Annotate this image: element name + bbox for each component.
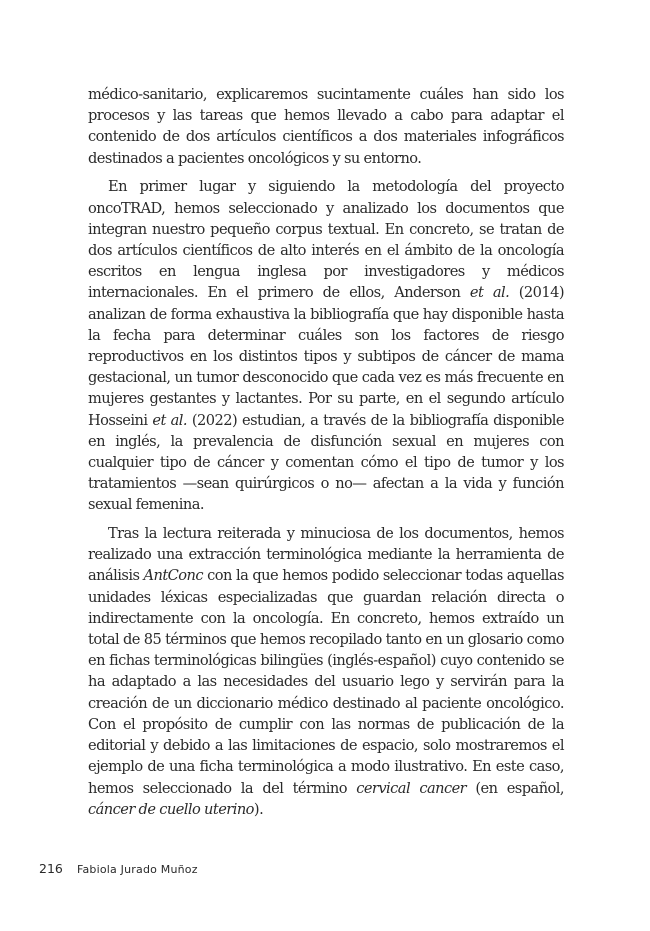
text-run: En primer lugar y siguiendo la metodología del proyecto oncoTRAD, hemos seleccionado y analizado los documentos que integran nuestro pequeño corpus textual. En concreto, se tratan de dos artículos científicos de alto interés en el ámbito de la oncología escritos en lengua inglesa por investigadores y médicos internacionales. En el primero de ellos, Anderson: [88, 178, 564, 302]
text-run: (2014) analizan de forma exhaustiva la bibliografía que hay disponible hasta la fecha para determinar cuáles son los factores de riesgo reproductivos en los distintos tipos y subtipos de cáncer de mama gestacional, un tumor desconocido que cada vez es más frecuente en mujeres gestantes y lactantes. Por su parte, en el segundo artículo Hosseini: [88, 284, 564, 429]
page-number: 216: [39, 861, 63, 876]
text-run: (2022) estudian, a través de la bibliografía disponible en inglés, la prevalencia de disfunción sexual en mujeres con cualquier tipo de cáncer y comentan cómo el tipo de tumor y los tratamientos —sean quirúrgicos o no— afectan a la vida y función sexual femenina.: [88, 411, 564, 514]
text-run: con la que hemos podido seleccionar todas aquellas unidades léxicas especializadas que guardan relación directa o indirectamente con la oncología. En concreto, hemos extraído un total de 85 términos que hemos recopilado tanto en un glosario como en fichas terminológicas bilingües (inglés-español) cuyo contenido se ha adaptado a las necesidades del usuario lego y servirán para la creación de un diccionario médico destinado al paciente oncológico. Con el propósito de cumplir con las normas de publicación de la editorial y debido a las limitaciones de espacio, solo mostraremos el ejemplo de una ficha terminológica a modo ilustrativo. En este caso, hemos seleccionado la del término: [88, 567, 564, 797]
page-footer: [39, 858, 198, 877]
italic-run: cervical cancer: [356, 779, 467, 797]
body-text: [88, 84, 564, 827]
text-run: Tras la lectura reiterada y minuciosa de los documentos, hemos realizado una extracción terminológica mediante la herramienta de análisis: [88, 525, 564, 585]
italic-run: cáncer de cuello uterino: [88, 800, 254, 818]
italic-run: et al.: [469, 284, 510, 302]
paragraph-3: [88, 523, 564, 820]
author-name: Fabiola Jurado Muñoz: [76, 863, 198, 876]
text-run: (en español,: [466, 779, 564, 797]
italic-run: AntConc: [143, 567, 203, 585]
paragraph-1: [88, 84, 564, 169]
text-run: médico-sanitario, explicaremos sucintamente cuáles han sido los procesos y las tareas que hemos llevado a cabo para adaptar el contenido de dos artículos científicos a dos materiales infográficos destinados a pacientes oncológicos y su entorno.: [88, 86, 564, 167]
italic-run: et al.: [152, 411, 188, 429]
paragraph-2: [88, 176, 564, 515]
text-run: ).: [253, 800, 264, 818]
